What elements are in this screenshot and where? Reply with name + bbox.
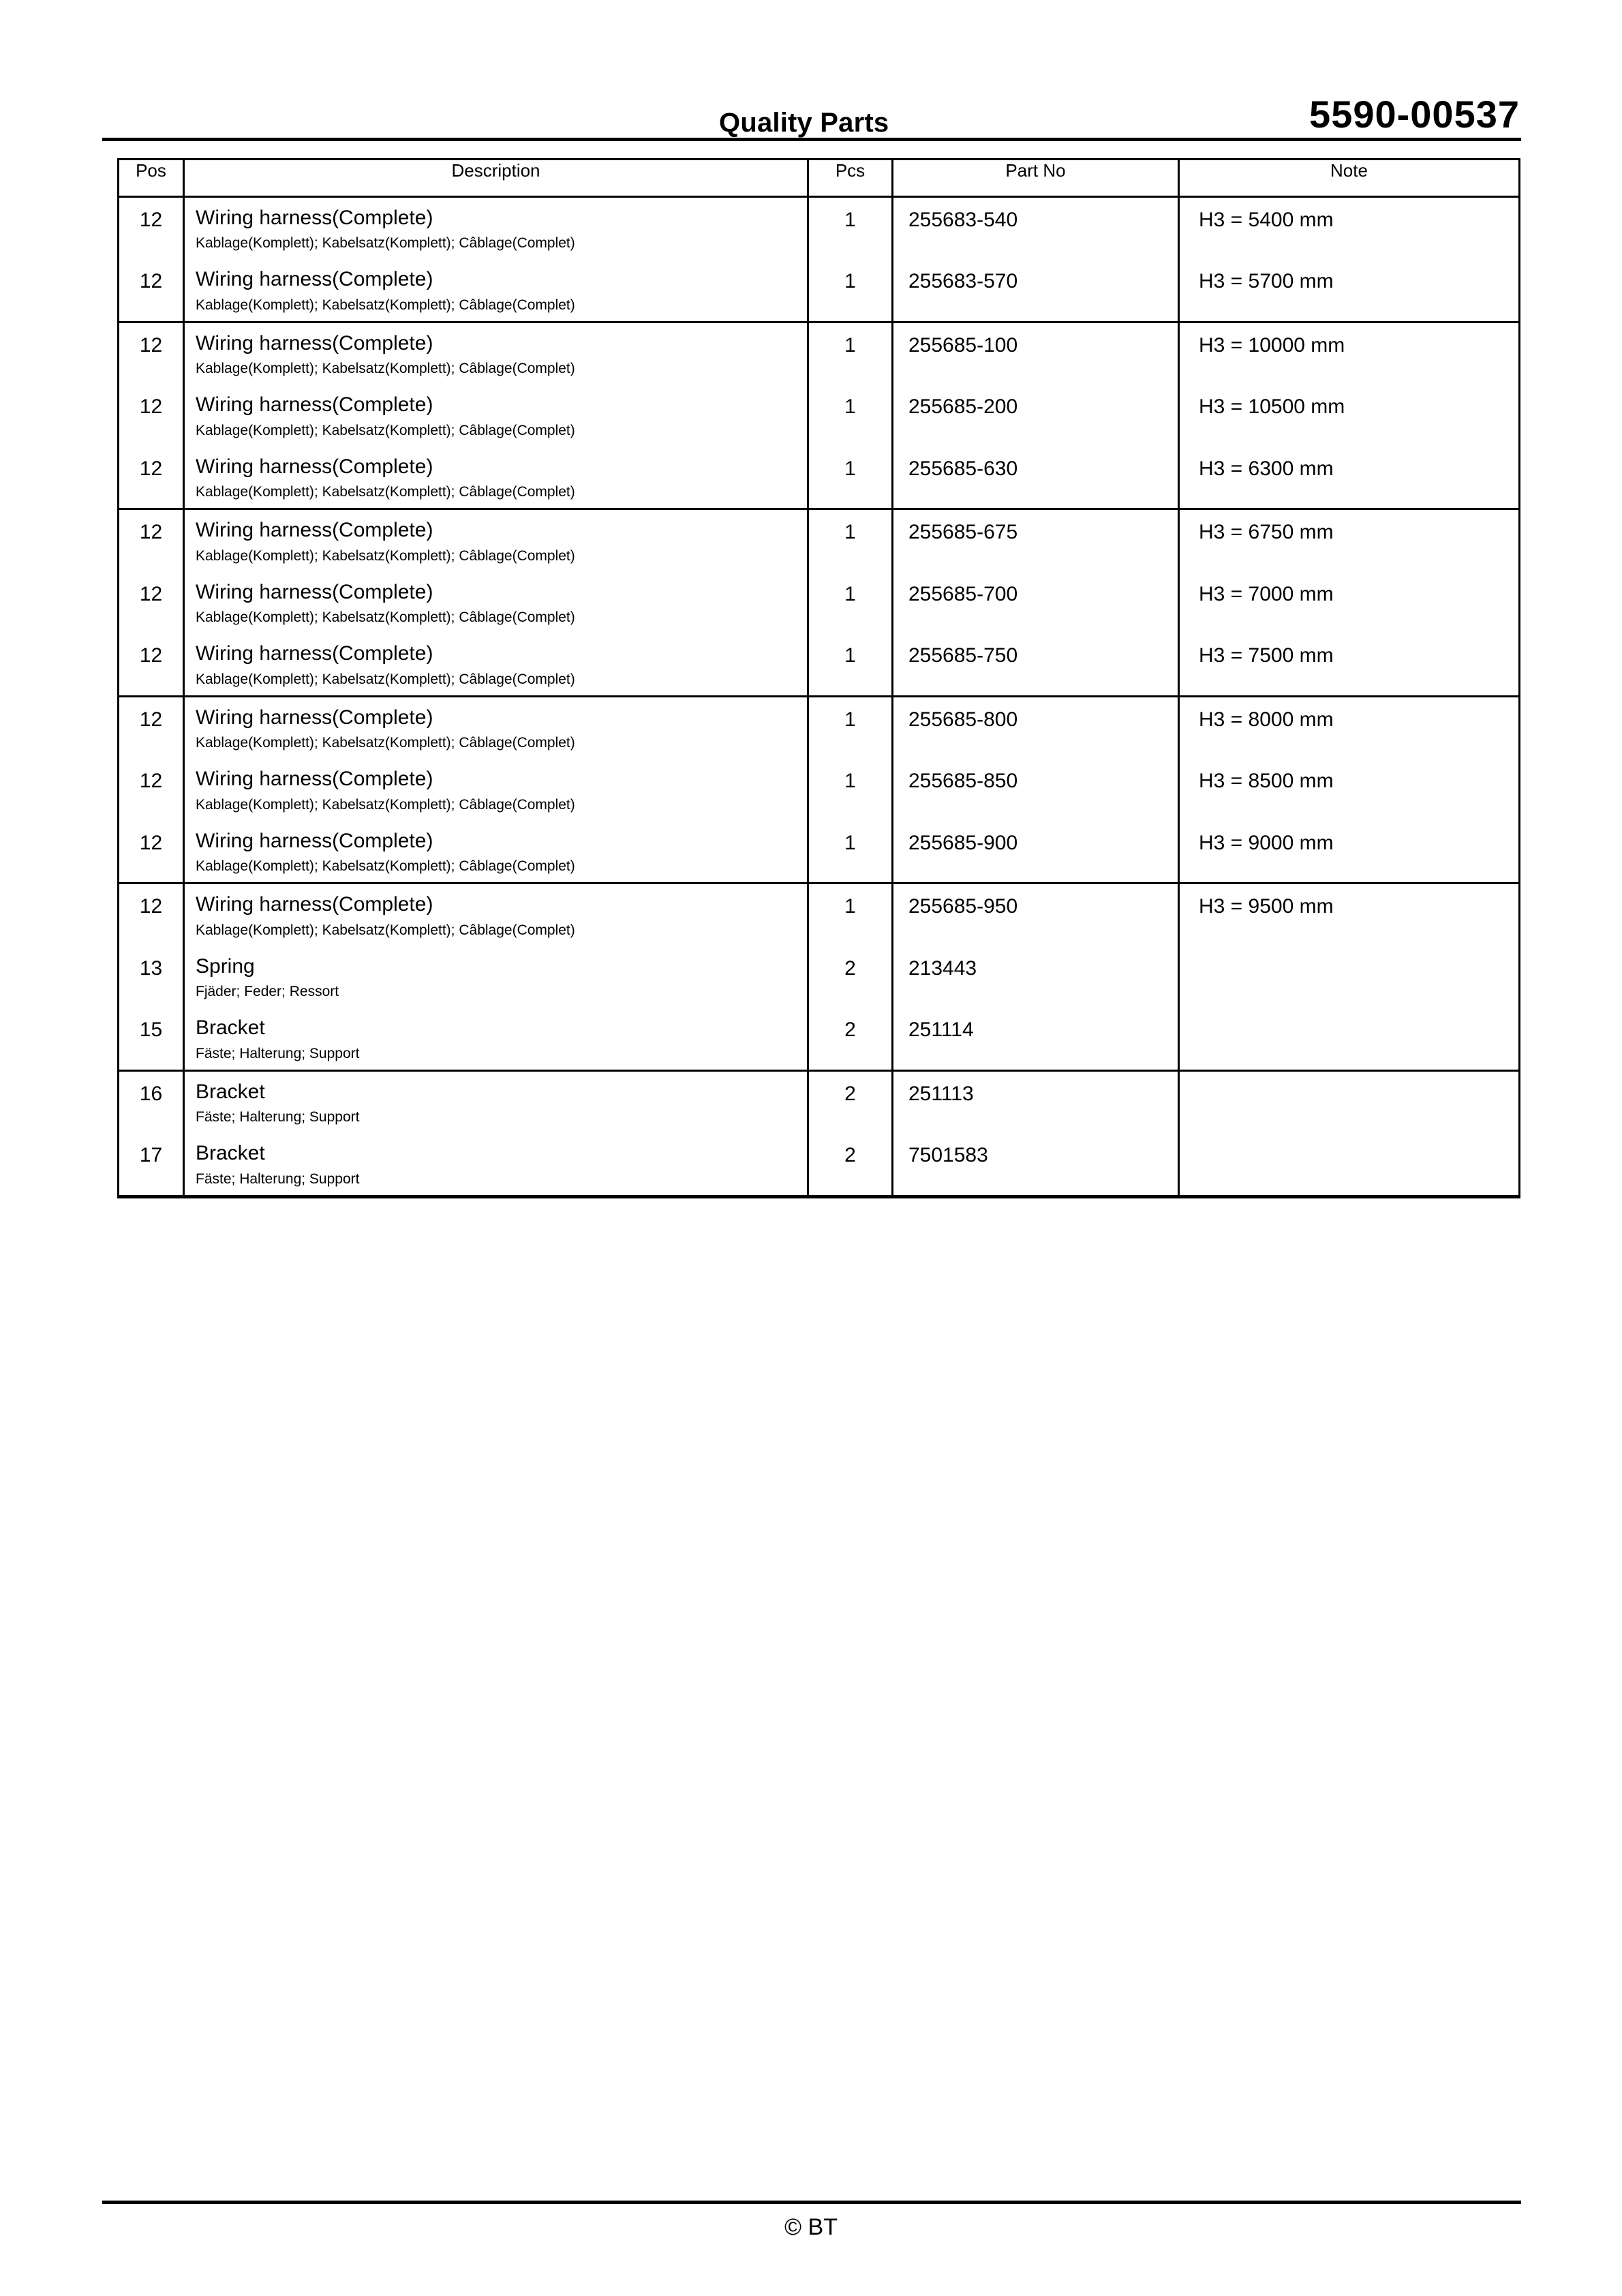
cell-pos: 12 [119,259,184,322]
cell-note: H3 = 7500 mm [1179,633,1520,696]
cell-note: H3 = 7000 mm [1179,572,1520,633]
cell-note: H3 = 5400 mm [1179,197,1520,260]
description-primary: Wiring harness(Complete) [196,580,433,603]
cell-note: H3 = 10500 mm [1179,384,1520,446]
page-header [102,75,1520,136]
table-row [119,384,1520,446]
cell-pcs: 1 [808,259,893,322]
cell-pos: 12 [119,447,184,509]
cell-pos: 12 [119,509,184,572]
column-header-pcs: Pcs [808,160,893,197]
table-row [119,696,1520,759]
description-translations: Kablage(Komplett); Kabelsatz(Komplett); Câblage(Complet) [196,422,575,438]
cell-description [184,1133,808,1196]
description-translations: Kablage(Komplett); Kabelsatz(Komplett); Câblage(Complet) [196,484,575,500]
table-body [119,197,1520,1197]
table-row [119,821,1520,883]
cell-part-no: 255685-750 [893,633,1179,696]
cell-pos: 12 [119,572,184,633]
description-primary: Bracket [196,1016,265,1040]
description-translations: Kablage(Komplett); Kabelsatz(Komplett); Câblage(Complet) [196,297,575,313]
table-row [119,883,1520,946]
cell-pcs: 1 [808,447,893,509]
header-divider [102,138,1521,141]
cell-pcs: 1 [808,633,893,696]
description-primary: Wiring harness(Complete) [196,706,433,729]
cell-part-no: 255685-850 [893,759,1179,820]
cell-pos: 13 [119,946,184,1008]
cell-description [184,633,808,696]
cell-description [184,946,808,1008]
description-translations: Kablage(Komplett); Kabelsatz(Komplett); Câblage(Complet) [196,858,575,875]
cell-part-no: 251114 [893,1008,1179,1070]
description-translations: Kablage(Komplett); Kabelsatz(Komplett); Câblage(Complet) [196,609,575,626]
column-header-pos: Pos [119,160,184,197]
cell-note: H3 = 9500 mm [1179,883,1520,946]
description-translations: Kablage(Komplett); Kabelsatz(Komplett); Câblage(Complet) [196,361,575,377]
cell-part-no: 255685-100 [893,322,1179,384]
description-primary: Wiring harness(Complete) [196,393,433,417]
description-primary: Wiring harness(Complete) [196,893,433,916]
cell-note: H3 = 6300 mm [1179,447,1520,509]
cell-description [184,197,808,260]
cell-description [184,759,808,820]
description-translations: Fäste; Halterung; Support [196,1109,360,1126]
cell-note: H3 = 8500 mm [1179,759,1520,820]
column-header-part-no: Part No [893,160,1179,197]
cell-pcs: 1 [808,696,893,759]
cell-pcs: 1 [808,509,893,572]
cell-part-no: 213443 [893,946,1179,1008]
cell-pos: 12 [119,883,184,946]
cell-description [184,322,808,384]
cell-description [184,259,808,322]
table-row [119,447,1520,509]
table-row [119,259,1520,322]
cell-pcs: 2 [808,1133,893,1196]
cell-pos: 12 [119,759,184,820]
cell-description [184,509,808,572]
cell-part-no: 7501583 [893,1133,1179,1196]
cell-pos: 17 [119,1133,184,1196]
cell-pos: 12 [119,633,184,696]
description-primary: Wiring harness(Complete) [196,331,433,354]
description-primary: Wiring harness(Complete) [196,519,433,542]
cell-part-no: 255683-540 [893,197,1179,260]
cell-pos: 12 [119,821,184,883]
cell-description [184,572,808,633]
cell-part-no: 255685-800 [893,696,1179,759]
cell-pcs: 1 [808,197,893,260]
cell-description [184,447,808,509]
cell-description [184,883,808,946]
cell-pos: 12 [119,696,184,759]
cell-pos: 16 [119,1070,184,1133]
description-primary: Wiring harness(Complete) [196,829,433,852]
description-translations: Fäste; Halterung; Support [196,1170,360,1187]
cell-pcs: 1 [808,883,893,946]
cell-part-no: 255685-950 [893,883,1179,946]
cell-description [184,696,808,759]
table-row [119,509,1520,572]
cell-part-no: 255685-630 [893,447,1179,509]
cell-description [184,821,808,883]
cell-description [184,1008,808,1070]
cell-part-no: 255685-200 [893,384,1179,446]
description-primary: Wiring harness(Complete) [196,207,433,229]
description-translations: Fäste; Halterung; Support [196,1045,360,1061]
cell-pcs: 2 [808,1070,893,1133]
table-row [119,1008,1520,1070]
cell-pos: 12 [119,322,184,384]
table-row [119,1070,1520,1133]
table-row [119,572,1520,633]
cell-note: H3 = 9000 mm [1179,821,1520,883]
cell-note: H3 = 10000 mm [1179,322,1520,384]
cell-note [1179,1008,1520,1070]
cell-note: H3 = 6750 mm [1179,509,1520,572]
table-header-row [119,160,1520,197]
description-translations: Kablage(Komplett); Kabelsatz(Komplett); Câblage(Complet) [196,547,575,564]
table-row [119,1133,1520,1196]
cell-pos: 15 [119,1008,184,1070]
column-header-note: Note [1179,160,1520,197]
cell-description [184,1070,808,1133]
table-header [119,160,1520,197]
cell-pcs: 2 [808,1008,893,1070]
description-primary: Wiring harness(Complete) [196,768,433,791]
cell-note [1179,1133,1520,1196]
cell-pos: 12 [119,197,184,260]
description-translations: Kablage(Komplett); Kabelsatz(Komplett); Câblage(Complet) [196,735,575,751]
description-translations: Kablage(Komplett); Kabelsatz(Komplett); Câblage(Complet) [196,235,575,252]
cell-part-no: 255685-675 [893,509,1179,572]
table-row [119,633,1520,696]
description-primary: Bracket [196,1142,265,1165]
document-number: 5590-00537 [1309,93,1520,136]
cell-pcs: 1 [808,572,893,633]
cell-pcs: 1 [808,384,893,446]
page-title: Quality Parts [719,108,889,138]
cell-pcs: 1 [808,759,893,820]
cell-part-no: 255685-700 [893,572,1179,633]
footer-copyright: © BT [784,2214,838,2240]
table-row [119,197,1520,260]
parts-table [117,158,1520,1198]
cell-pcs: 1 [808,821,893,883]
cell-pcs: 2 [808,946,893,1008]
description-translations: Fjäder; Feder; Ressort [196,984,339,1000]
cell-note [1179,946,1520,1008]
description-primary: Spring [196,954,255,978]
cell-note: H3 = 8000 mm [1179,696,1520,759]
description-translations: Kablage(Komplett); Kabelsatz(Komplett); Câblage(Complet) [196,796,575,813]
cell-part-no: 255683-570 [893,259,1179,322]
footer-divider [102,2201,1521,2204]
column-header-description: Description [184,160,808,197]
cell-part-no: 255685-900 [893,821,1179,883]
cell-note: H3 = 5700 mm [1179,259,1520,322]
description-primary: Bracket [196,1080,265,1103]
table-row [119,759,1520,820]
cell-part-no: 251113 [893,1070,1179,1133]
table-row [119,322,1520,384]
cell-note [1179,1070,1520,1133]
description-translations: Kablage(Komplett); Kabelsatz(Komplett); Câblage(Complet) [196,922,575,938]
description-primary: Wiring harness(Complete) [196,642,433,665]
table-row [119,946,1520,1008]
description-primary: Wiring harness(Complete) [196,268,433,291]
description-primary: Wiring harness(Complete) [196,455,433,478]
cell-description [184,384,808,446]
cell-pos: 12 [119,384,184,446]
description-translations: Kablage(Komplett); Kabelsatz(Komplett); Câblage(Complet) [196,671,575,687]
cell-pcs: 1 [808,322,893,384]
